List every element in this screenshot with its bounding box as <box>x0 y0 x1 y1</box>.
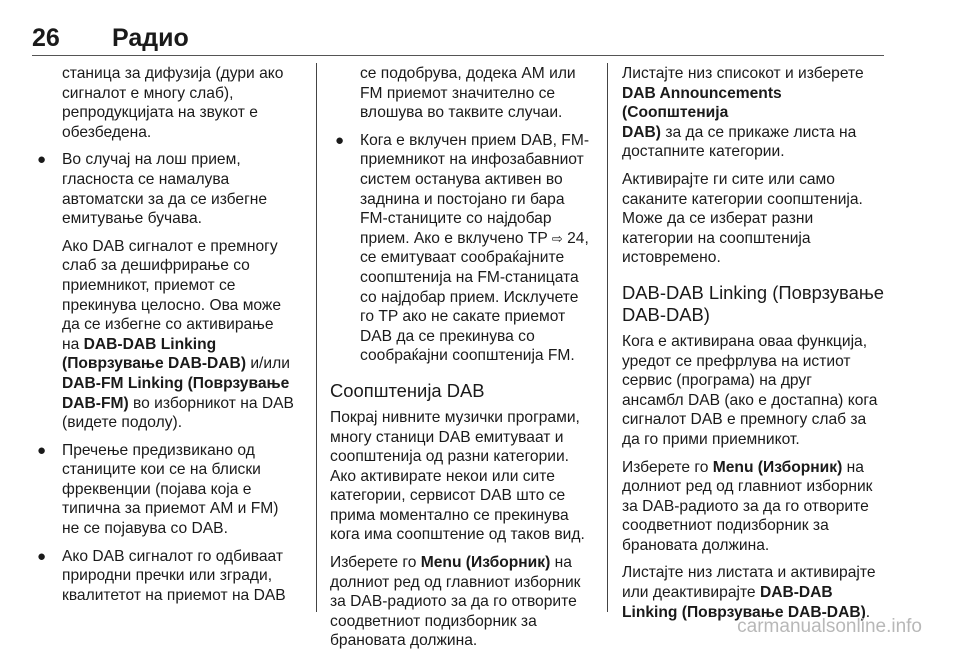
bullet-icon: ● <box>37 547 47 565</box>
bullet-item: ● Во случај на лош прием, гласноста се намалува автоматски за да се избегне емитување бучава. Ако DAB сигналот е премногу слаб за дешифрирање со приемникот, приемот се прекинува целосно. Ова може да се избегне со активирање на DAB-DAB Linking (Поврзување DAB-DAB) и/или DAB-FM Linking (Поврзување DAB-FM) во изборникот на DAB (видете подолу). <box>37 151 294 432</box>
bullet-icon: ● <box>37 151 47 169</box>
column-3 <box>622 64 890 630</box>
paragraph-continuation: се подобрува, додека AM или FM приемот значително се влошува во таквите случаи. <box>360 65 576 122</box>
watermark: carmanualsonline.info <box>737 616 922 637</box>
section-title: Радио <box>112 24 189 52</box>
paragraph: Листајте низ листата и активирајте или деактивирајте DAB-DAB Linking (Поврзување DAB-DAB). <box>622 564 876 621</box>
bullet-item: ● Кога е вклучен прием DAB, FM- приемникот на инфозабавниот систем останува активен во заднина и постојано ги бара FM-станиците со најдобар прием. Ако е вклучено TP ⇨ 24, се емитуваат сообраќајните соопштенија на FM-станицата со најдобар прием. Исклучете го TP ако не сакате приемот DAB да се прекинува со сообраќајни соопштенија FM. <box>335 131 590 365</box>
column-divider-1 <box>316 63 317 612</box>
paragraph-continuation: станица за дифузија (дури ако сигналот е многу слаб), репродукцијата на звукот е обезбедена. <box>62 65 284 141</box>
bullet-item: ● Пречење предизвикано од станиците кои се на блиски фреквенции (појава која е типична за приемот AM и FM) не се појавува со DAB. <box>37 441 279 538</box>
paragraph: Кога е активирана оваа функција, уредот се префрлува на истиот сервис (програма) на друг ансамбл DAB (ако е достапна) кога сигналот DAB е премногу слаб за да го прими приемникот. <box>622 332 878 448</box>
column-divider-2 <box>607 63 608 612</box>
paragraph: Изберете го Menu (Изборник) на долниот ред од главниот изборник за DAB-радиото за да го отворите соодветниот подизборник за брановата должина. <box>330 554 581 650</box>
subsection-heading: Соопштенија DAB <box>330 379 485 401</box>
paragraph: Покрај нивните музички програми, многу станици DAB емитуваат и соопштенија од разни категории. Ако активирате некои или сите категории, сервисот DAB што се прима моментално се прекинува кога има соопштение од таков вид. <box>330 408 585 544</box>
bullet-item: ● Ако DAB сигналот го одбиваат природни пречки или згради, квалитетот на приемот на DAB <box>37 547 286 604</box>
column-2 <box>330 64 602 659</box>
page-number: 26 <box>32 24 60 52</box>
header-rule <box>32 55 884 56</box>
page-reference-arrow-icon: ⇨ <box>551 230 563 246</box>
paragraph: Листајте низ списокот и изберете DAB Announcements (Соопштенија DAB) за да се прикаже листа на достапните категории. <box>622 65 864 161</box>
subsection-heading: DAB-DAB Linking (Поврзување DAB-DAB) <box>622 281 884 325</box>
bullet-icon: ● <box>335 131 345 149</box>
paragraph: Активирајте ги сите или само саканите категории соопштенија. Може да се изберат разни категории на соопштенија истовремено. <box>622 170 863 267</box>
bullet-icon: ● <box>37 441 47 459</box>
paragraph: Изберете го Menu (Изборник) на долниот ред од главниот изборник за DAB-радиото за да го отворите соодветниот подизборник за брановата должина. <box>622 458 873 554</box>
column-1 <box>32 64 304 613</box>
